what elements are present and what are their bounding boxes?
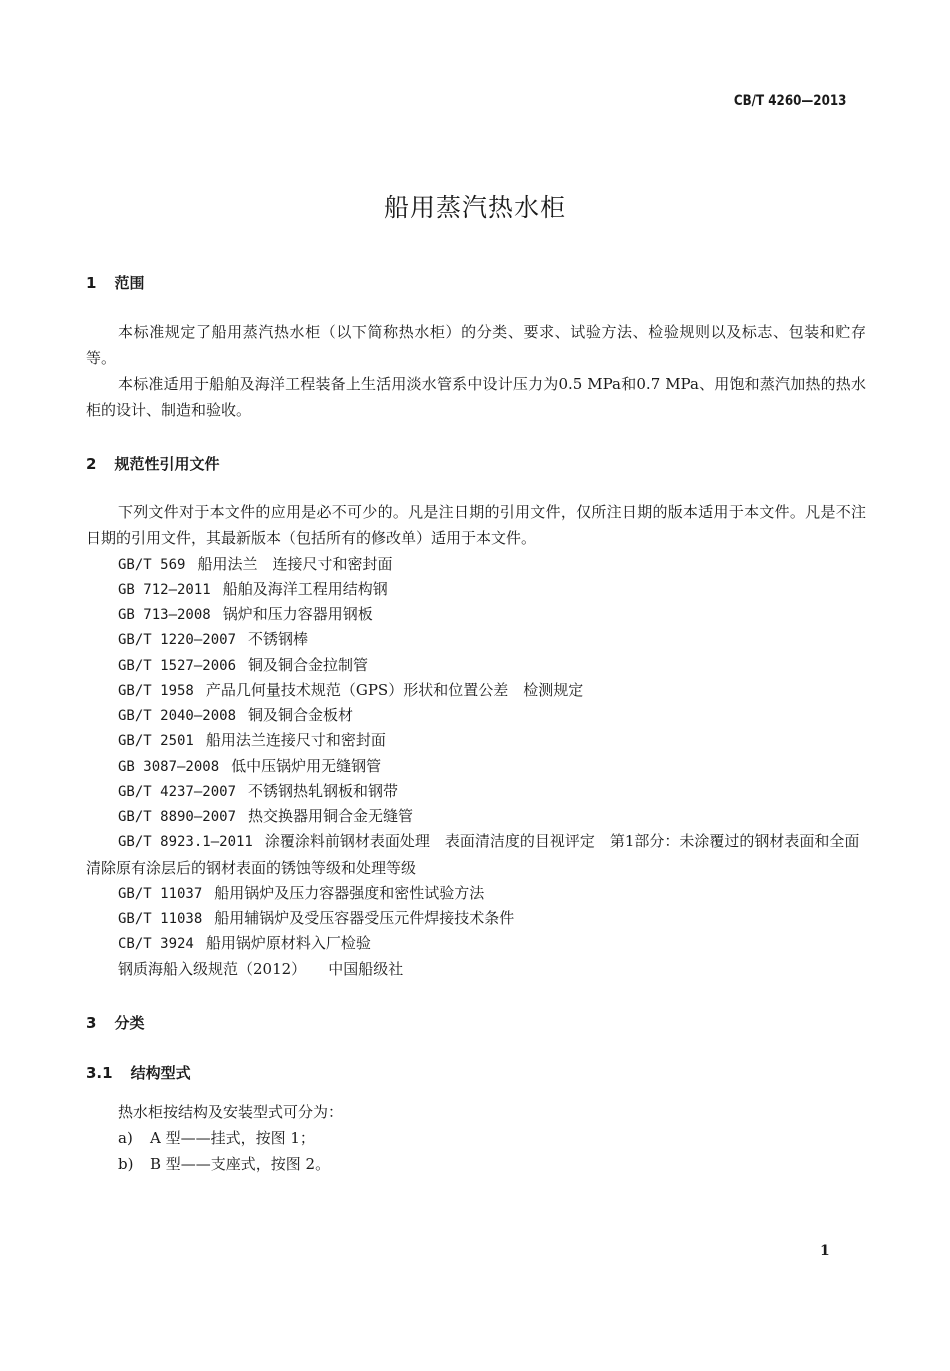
reference-item: [118, 703, 353, 729]
section-2-heading: [86, 453, 219, 474]
reference-code: GB/T 8923.1—2011: [118, 834, 253, 850]
section-number: 3: [86, 1014, 97, 1032]
reference-title: 不锈钢热轧钢板和钢带: [248, 782, 399, 800]
reference-code: GB/T 11037: [118, 886, 203, 902]
reference-code: GB/T 4237—2007: [118, 784, 237, 800]
reference-code: GB/T 8890—2007: [118, 809, 237, 825]
reference-title: 铜及铜合金板材: [248, 706, 354, 724]
reference-title: 船用辅锅炉及受压容器受压元件焊接技术条件: [214, 909, 515, 927]
reference-item: [118, 653, 368, 679]
reference-title: 热交换器用铜合金无缝管: [248, 807, 414, 825]
reference-item: [118, 957, 403, 982]
reference-item: [118, 678, 583, 704]
scope-paragraph-2: 本标准适用于船舶及海洋工程装备上生活用淡水管系中设计压力为0.5 MPa和0.7 MPa、用饱和蒸汽加热的热水柜的设计、制造和验收。: [86, 375, 866, 419]
section-3-heading: [86, 1012, 144, 1033]
section-number: 2: [86, 455, 97, 473]
page-number: 1: [820, 1243, 830, 1259]
reference-code: GB/T 569: [118, 557, 186, 573]
reference-title: 锅炉和压力容器用钢板: [222, 605, 373, 623]
reference-title: 产品几何量技术规范（GPS）形状和位置公差 检测规定: [205, 681, 584, 699]
section-3-1-heading: [86, 1062, 191, 1083]
reference-item: [118, 779, 398, 805]
reference-code: GB/T 1527—2006: [118, 658, 237, 674]
reference-title: 船用法兰连接尺寸和密封面: [205, 731, 386, 749]
reference-title: 中国船级社: [328, 960, 404, 978]
reference-item: [118, 627, 308, 653]
list-text: A 型——挂式，按图 1；: [150, 1129, 315, 1147]
reference-title: 铜及铜合金拉制管: [248, 656, 369, 674]
reference-code: GB/T 2040—2008: [118, 708, 237, 724]
list-marker: b): [118, 1155, 134, 1173]
scope-paragraph-1: 本标准规定了船用蒸汽热水柜（以下简称热水柜）的分类、要求、试验方法、检验规则以及标志、包装和贮存等。: [86, 323, 866, 367]
reference-title: 涂覆涂料前钢材表面处理 表面清洁度的目视评定 第1部分：未涂覆过的钢材表面和全面清除原有涂层后的钢材表面的锈蚀等级和处理等级: [86, 832, 860, 877]
section-title: 结构型式: [130, 1064, 191, 1082]
reference-code: GB/T 2501: [118, 733, 194, 749]
reference-title: 船舶及海洋工程用结构钢: [222, 580, 388, 598]
section-1-heading: [86, 272, 144, 293]
reference-item: [118, 602, 373, 628]
reference-code: GB/T 11038: [118, 911, 203, 927]
reference-code: GB/T 1958: [118, 683, 194, 699]
reference-code: GB 3087—2008: [118, 759, 220, 775]
reference-item: [118, 728, 386, 754]
reference-item: [118, 906, 514, 932]
list-item: [118, 1153, 330, 1174]
reference-item: [118, 552, 392, 578]
document-title: 船用蒸汽热水柜: [383, 193, 566, 222]
list-item: [118, 1127, 315, 1148]
standard-code: CB/T 4260—2013: [733, 93, 846, 109]
reference-item: [118, 931, 371, 957]
reference-code: GB 713—2008: [118, 607, 211, 623]
reference-item: [86, 829, 866, 881]
reference-code: CB/T 3924: [118, 936, 194, 952]
reference-title: 低中压锅炉用无缝钢管: [231, 757, 382, 775]
reference-code: GB 712—2011: [118, 582, 211, 598]
section-title: 分类: [114, 1014, 145, 1032]
reference-title: 不锈钢棒: [248, 630, 309, 648]
list-marker: a): [118, 1129, 133, 1147]
reference-code: GB/T 1220—2007: [118, 632, 237, 648]
structure-intro: 热水柜按结构及安装型式可分为：: [118, 1103, 344, 1121]
reference-title: 船用锅炉及压力容器强度和密性试验方法: [214, 884, 485, 902]
list-text: B 型——支座式，按图 2。: [150, 1155, 331, 1173]
reference-item: [118, 804, 413, 830]
reference-item: [118, 577, 388, 603]
reference-item: [118, 754, 381, 780]
section-number: 3.1: [86, 1064, 113, 1082]
reference-title: 船用法兰 连接尺寸和密封面: [197, 555, 393, 573]
reference-title: 船用锅炉原材料入厂检验: [205, 934, 371, 952]
section-number: 1: [86, 274, 97, 292]
reference-code: 钢质海船入级规范（2012）: [118, 960, 307, 978]
reference-item: [118, 881, 484, 907]
section-title: 规范性引用文件: [114, 455, 220, 473]
references-intro: 下列文件对于本文件的应用是必不可少的。凡是注日期的引用文件，仅所注日期的版本适用于本文件。凡是不注日期的引用文件，其最新版本（包括所有的修改单）适用于本文件。: [86, 503, 866, 547]
section-title: 范围: [114, 274, 145, 292]
